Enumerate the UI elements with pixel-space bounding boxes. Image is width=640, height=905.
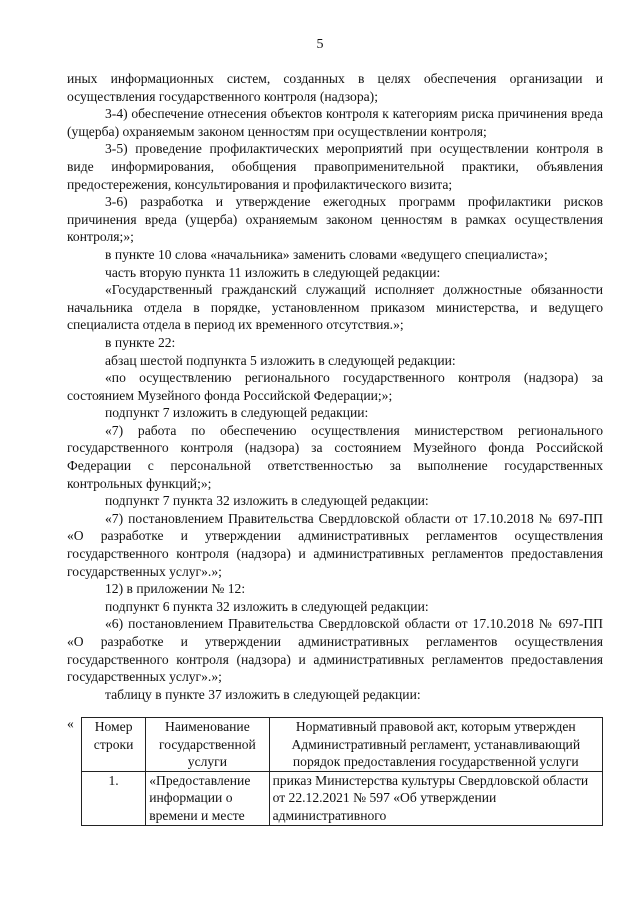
header-row-number: Номер строки bbox=[82, 718, 146, 772]
paragraph: 3-6) разработка и утверждение ежегодных программ профилактики рисков причинения вреда (ущерба) охраняемым законом ценностям в рамках осуществления контроля;»; bbox=[67, 194, 603, 245]
header-legal-act: Нормативный правовой акт, которым утвержден Административный регламент, устанавливающий порядок предоставления государственной услуги bbox=[269, 718, 602, 772]
paragraph: в пункте 22: bbox=[105, 334, 176, 350]
cell-service-name: «Предоставление информации о времени и месте bbox=[146, 771, 269, 825]
paragraph: подпункт 7 пункта 32 изложить в следующей редакции: bbox=[105, 493, 429, 509]
paragraph: абзац шестой подпункта 5 изложить в следующей редакции: bbox=[105, 352, 456, 368]
paragraph: 3-5) проведение профилактических мероприятий при осуществлении контроля в виде информирования, обобщения правоприменительной практики, объявления предостережения, консультирования и профилактического визита; bbox=[67, 141, 603, 192]
paragraph: таблицу в пункте 37 изложить в следующей редакции: bbox=[105, 686, 421, 702]
table-header-row bbox=[82, 718, 603, 772]
paragraph: часть вторую пункта 11 изложить в следующей редакции: bbox=[105, 264, 441, 280]
paragraph: «Государственный гражданский служащий исполняет должностные обязанности начальника отдела в порядке, установленном приказом министерства, и ведущего специалиста отдела в период их временного отсутствия.»; bbox=[67, 282, 603, 333]
table-row bbox=[82, 771, 603, 825]
paragraph: иных информационных систем, созданных в целях обеспечения организации и осуществления государственного контроля (надзора); bbox=[67, 71, 603, 104]
paragraph: 12) в приложении № 12: bbox=[105, 581, 246, 597]
paragraph: подпункт 6 пункта 32 изложить в следующей редакции: bbox=[105, 598, 429, 614]
document-body bbox=[67, 70, 603, 703]
cell-legal-act: приказ Министерства культуры Свердловской области от 22.12.2021 № 597 «Об утверждении административного bbox=[269, 771, 602, 825]
header-service-name: Наименование государственной услуги bbox=[146, 718, 269, 772]
paragraph: в пункте 10 слова «начальника» заменить словами «ведущего специалиста»; bbox=[105, 246, 548, 262]
table-open-quote: « bbox=[67, 716, 74, 731]
paragraph: «6) постановлением Правительства Свердловской области от 17.10.2018 № 697-ПП «О разработке и утверждении административных регламентов осуществления государственного контроля (надзора) и административных регламентов предоставления государственных услуг».»; bbox=[67, 616, 603, 685]
paragraph: «7) постановлением Правительства Свердловской области от 17.10.2018 № 697-ПП «О разработке и утверждении административных регламентов осуществления государственного контроля (надзора) и административных регламентов предоставления государственных услуг».»; bbox=[67, 510, 603, 579]
cell-row-number: 1. bbox=[82, 771, 146, 825]
page-number: 5 bbox=[316, 37, 324, 52]
paragraph: 3-4) обеспечение отнесения объектов контроля к категориям риска причинения вреда (ущерба) охраняемым законом ценностям при осуществлении контроля; bbox=[67, 106, 603, 139]
paragraph: «7) работа по обеспечению осуществления министерством регионального государственного контроля (надзора) за состоянием Музейного фонда Российской Федерации с персональной ответственностью за выполнение государственных контрольных функций;»; bbox=[67, 422, 603, 491]
regulations-table bbox=[81, 717, 603, 826]
paragraph: подпункт 7 изложить в следующей редакции: bbox=[105, 405, 369, 421]
paragraph: «по осуществлению регионального государственного контроля (надзора) за состоянием Музейного фонда Российской Федерации;»; bbox=[67, 370, 603, 403]
